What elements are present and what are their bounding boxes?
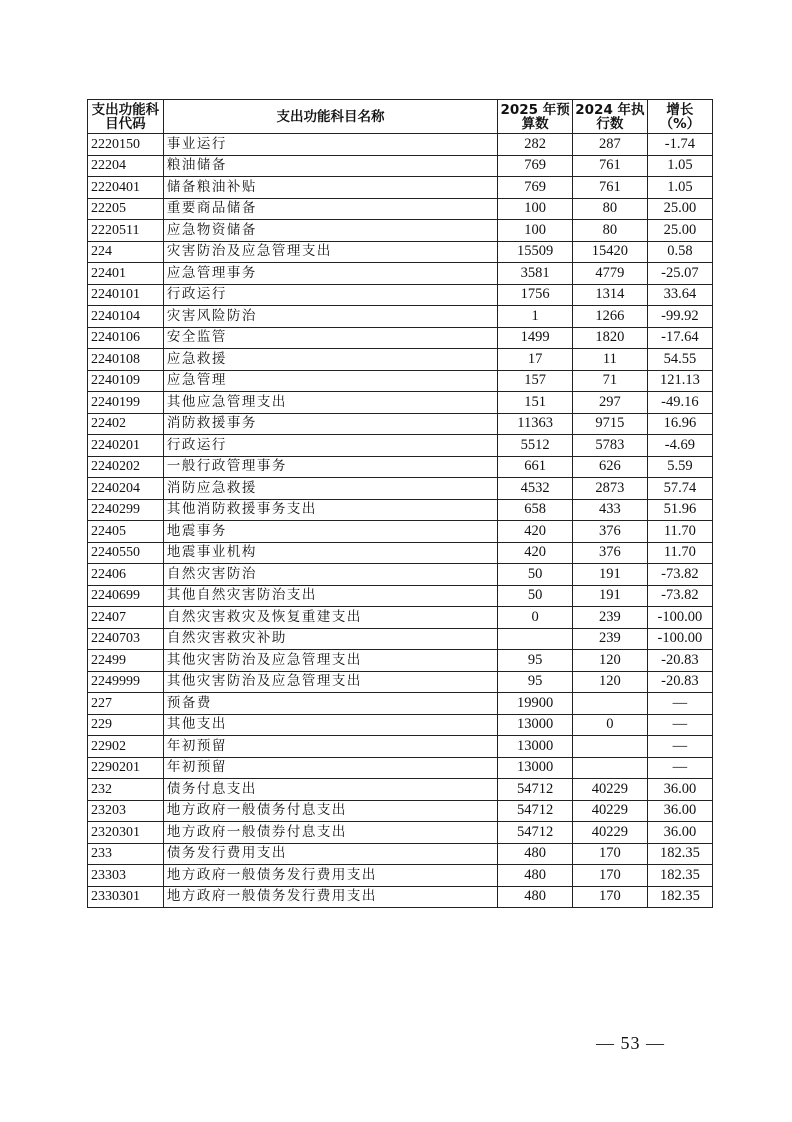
executed-2024-cell: 626 <box>573 456 648 478</box>
code-cell: 2240299 <box>88 499 164 521</box>
growth-cell: 1.05 <box>647 155 712 177</box>
table-row <box>88 650 713 672</box>
growth-cell: 54.55 <box>647 349 712 371</box>
table-header <box>88 100 713 134</box>
name-cell: 灾害防治及应急管理支出 <box>163 241 497 263</box>
header-growth: 增长（%） <box>647 100 712 134</box>
executed-2024-cell: 191 <box>573 564 648 586</box>
growth-cell: 33.64 <box>647 284 712 306</box>
growth-cell: -73.82 <box>647 564 712 586</box>
budget-2025-cell: 1756 <box>498 284 573 306</box>
executed-2024-cell: 2873 <box>573 478 648 500</box>
code-cell: 22407 <box>88 607 164 629</box>
table-row <box>88 714 713 736</box>
budget-2025-cell: 95 <box>498 650 573 672</box>
budget-2025-cell: 157 <box>498 370 573 392</box>
executed-2024-cell: 40229 <box>573 822 648 844</box>
budget-2025-cell: 19900 <box>498 693 573 715</box>
growth-cell: 0.58 <box>647 241 712 263</box>
header-row <box>88 100 713 134</box>
name-cell: 地震事务 <box>163 521 497 543</box>
budget-2025-cell: 151 <box>498 392 573 414</box>
code-cell: 22902 <box>88 736 164 758</box>
growth-cell: — <box>647 693 712 715</box>
code-cell: 2240201 <box>88 435 164 457</box>
budget-2025-cell: 480 <box>498 886 573 908</box>
name-cell: 其他应急管理支出 <box>163 392 497 414</box>
budget-2025-cell: 95 <box>498 671 573 693</box>
code-cell: 23203 <box>88 800 164 822</box>
growth-cell: -1.74 <box>647 134 712 156</box>
table-row <box>88 370 713 392</box>
table-row <box>88 736 713 758</box>
budget-2025-cell: 13000 <box>498 736 573 758</box>
code-cell: 22499 <box>88 650 164 672</box>
growth-cell: -20.83 <box>647 650 712 672</box>
code-cell: 22205 <box>88 198 164 220</box>
budget-2025-cell: 282 <box>498 134 573 156</box>
table-row <box>88 392 713 414</box>
code-cell: 2330301 <box>88 886 164 908</box>
table-row <box>88 585 713 607</box>
budget-2025-cell: 100 <box>498 198 573 220</box>
budget-2025-cell: 50 <box>498 564 573 586</box>
budget-2025-cell: 661 <box>498 456 573 478</box>
budget-2025-cell: 13000 <box>498 757 573 779</box>
growth-cell: — <box>647 736 712 758</box>
growth-cell: -49.16 <box>647 392 712 414</box>
growth-cell: 51.96 <box>647 499 712 521</box>
table-row <box>88 886 713 908</box>
executed-2024-cell: 433 <box>573 499 648 521</box>
name-cell: 自然灾害救灾及恢复重建支出 <box>163 607 497 629</box>
table-row <box>88 284 713 306</box>
growth-cell: 36.00 <box>647 800 712 822</box>
name-cell: 消防应急救援 <box>163 478 497 500</box>
code-cell: 2240109 <box>88 370 164 392</box>
growth-cell: -73.82 <box>647 585 712 607</box>
executed-2024-cell: 15420 <box>573 241 648 263</box>
executed-2024-cell: 0 <box>573 714 648 736</box>
name-cell: 应急管理 <box>163 370 497 392</box>
growth-cell: 36.00 <box>647 779 712 801</box>
name-cell: 地方政府一般债务发行费用支出 <box>163 865 497 887</box>
table-row <box>88 349 713 371</box>
name-cell: 年初预留 <box>163 757 497 779</box>
table-row <box>88 327 713 349</box>
code-cell: 2240108 <box>88 349 164 371</box>
table-row <box>88 521 713 543</box>
executed-2024-cell: 11 <box>573 349 648 371</box>
executed-2024-cell: 239 <box>573 628 648 650</box>
name-cell: 地震事业机构 <box>163 542 497 564</box>
growth-cell: -17.64 <box>647 327 712 349</box>
budget-table <box>87 99 713 908</box>
table-row <box>88 435 713 457</box>
executed-2024-cell: 170 <box>573 865 648 887</box>
growth-cell: 16.96 <box>647 413 712 435</box>
table-row <box>88 198 713 220</box>
code-cell: 229 <box>88 714 164 736</box>
code-cell: 23303 <box>88 865 164 887</box>
budget-2025-cell: 480 <box>498 865 573 887</box>
executed-2024-cell: 40229 <box>573 800 648 822</box>
budget-2025-cell: 54712 <box>498 779 573 801</box>
executed-2024-cell: 287 <box>573 134 648 156</box>
executed-2024-cell: 71 <box>573 370 648 392</box>
budget-2025-cell <box>498 628 573 650</box>
name-cell: 应急救援 <box>163 349 497 371</box>
name-cell: 灾害风险防治 <box>163 306 497 328</box>
name-cell: 地方政府一般债务付息支出 <box>163 800 497 822</box>
code-cell: 232 <box>88 779 164 801</box>
growth-cell: — <box>647 714 712 736</box>
table-row <box>88 865 713 887</box>
table-row <box>88 843 713 865</box>
table-row <box>88 693 713 715</box>
table-row <box>88 155 713 177</box>
growth-cell: -100.00 <box>647 607 712 629</box>
executed-2024-cell: 4779 <box>573 263 648 285</box>
table-row <box>88 822 713 844</box>
budget-2025-cell: 50 <box>498 585 573 607</box>
growth-cell: 5.59 <box>647 456 712 478</box>
growth-cell: 57.74 <box>647 478 712 500</box>
header-name: 支出功能科目名称 <box>163 100 497 134</box>
growth-cell: -99.92 <box>647 306 712 328</box>
budget-2025-cell: 54712 <box>498 822 573 844</box>
executed-2024-cell: 191 <box>573 585 648 607</box>
budget-2025-cell: 0 <box>498 607 573 629</box>
code-cell: 22401 <box>88 263 164 285</box>
budget-2025-cell: 1499 <box>498 327 573 349</box>
name-cell: 预备费 <box>163 693 497 715</box>
name-cell: 应急物资储备 <box>163 220 497 242</box>
executed-2024-cell <box>573 736 648 758</box>
code-cell: 2240202 <box>88 456 164 478</box>
code-cell: 22405 <box>88 521 164 543</box>
table-row <box>88 779 713 801</box>
executed-2024-cell: 1266 <box>573 306 648 328</box>
executed-2024-cell: 40229 <box>573 779 648 801</box>
budget-2025-cell: 15509 <box>498 241 573 263</box>
executed-2024-cell: 120 <box>573 650 648 672</box>
page-number: — 53 — <box>596 1033 665 1053</box>
name-cell: 其他灾害防治及应急管理支出 <box>163 650 497 672</box>
name-cell: 行政运行 <box>163 284 497 306</box>
budget-2025-cell: 11363 <box>498 413 573 435</box>
table-row <box>88 306 713 328</box>
growth-cell: 182.35 <box>647 886 712 908</box>
executed-2024-cell: 297 <box>573 392 648 414</box>
name-cell: 其他消防救援事务支出 <box>163 499 497 521</box>
table-row <box>88 607 713 629</box>
executed-2024-cell: 1314 <box>573 284 648 306</box>
name-cell: 储备粮油补贴 <box>163 177 497 199</box>
name-cell: 重要商品储备 <box>163 198 497 220</box>
executed-2024-cell: 9715 <box>573 413 648 435</box>
executed-2024-cell: 376 <box>573 542 648 564</box>
code-cell: 22204 <box>88 155 164 177</box>
name-cell: 行政运行 <box>163 435 497 457</box>
code-cell: 2240699 <box>88 585 164 607</box>
table-row <box>88 564 713 586</box>
code-cell: 224 <box>88 241 164 263</box>
table-row <box>88 263 713 285</box>
header-code: 支出功能科目代码 <box>88 100 164 134</box>
executed-2024-cell: 761 <box>573 155 648 177</box>
code-cell: 2240204 <box>88 478 164 500</box>
table-row <box>88 134 713 156</box>
name-cell: 安全监管 <box>163 327 497 349</box>
table-row <box>88 800 713 822</box>
growth-cell: 11.70 <box>647 521 712 543</box>
executed-2024-cell: 239 <box>573 607 648 629</box>
growth-cell: 121.13 <box>647 370 712 392</box>
code-cell: 2240199 <box>88 392 164 414</box>
table-row <box>88 542 713 564</box>
table-row <box>88 671 713 693</box>
name-cell: 债务付息支出 <box>163 779 497 801</box>
growth-cell: 25.00 <box>647 198 712 220</box>
name-cell: 事业运行 <box>163 134 497 156</box>
table-row <box>88 220 713 242</box>
name-cell: 应急管理事务 <box>163 263 497 285</box>
code-cell: 2220511 <box>88 220 164 242</box>
growth-cell: -4.69 <box>647 435 712 457</box>
code-cell: 2240106 <box>88 327 164 349</box>
executed-2024-cell <box>573 693 648 715</box>
name-cell: 地方政府一般债务发行费用支出 <box>163 886 497 908</box>
name-cell: 债务发行费用支出 <box>163 843 497 865</box>
name-cell: 其他灾害防治及应急管理支出 <box>163 671 497 693</box>
header-executed-2024: 2024 年执行数 <box>573 100 648 134</box>
code-cell: 2240550 <box>88 542 164 564</box>
header-budget-2025: 2025 年预算数 <box>498 100 573 134</box>
code-cell: 2220401 <box>88 177 164 199</box>
name-cell: 地方政府一般债券付息支出 <box>163 822 497 844</box>
code-cell: 2249999 <box>88 671 164 693</box>
budget-2025-cell: 1 <box>498 306 573 328</box>
code-cell: 2220150 <box>88 134 164 156</box>
code-cell: 22402 <box>88 413 164 435</box>
name-cell: 自然灾害救灾补助 <box>163 628 497 650</box>
name-cell: 其他自然灾害防治支出 <box>163 585 497 607</box>
code-cell: 227 <box>88 693 164 715</box>
budget-2025-cell: 420 <box>498 542 573 564</box>
executed-2024-cell: 5783 <box>573 435 648 457</box>
table-row <box>88 177 713 199</box>
executed-2024-cell: 761 <box>573 177 648 199</box>
executed-2024-cell: 170 <box>573 886 648 908</box>
executed-2024-cell: 80 <box>573 220 648 242</box>
executed-2024-cell: 376 <box>573 521 648 543</box>
budget-2025-cell: 100 <box>498 220 573 242</box>
budget-2025-cell: 54712 <box>498 800 573 822</box>
growth-cell: 36.00 <box>647 822 712 844</box>
budget-2025-cell: 769 <box>498 155 573 177</box>
table-row <box>88 757 713 779</box>
budget-2025-cell: 769 <box>498 177 573 199</box>
code-cell: 233 <box>88 843 164 865</box>
code-cell: 2290201 <box>88 757 164 779</box>
table-row <box>88 628 713 650</box>
executed-2024-cell <box>573 757 648 779</box>
budget-2025-cell: 480 <box>498 843 573 865</box>
growth-cell: 25.00 <box>647 220 712 242</box>
name-cell: 一般行政管理事务 <box>163 456 497 478</box>
growth-cell: -20.83 <box>647 671 712 693</box>
budget-2025-cell: 420 <box>498 521 573 543</box>
code-cell: 2240101 <box>88 284 164 306</box>
code-cell: 22406 <box>88 564 164 586</box>
table-row <box>88 499 713 521</box>
executed-2024-cell: 170 <box>573 843 648 865</box>
table-body <box>88 134 713 908</box>
budget-2025-cell: 5512 <box>498 435 573 457</box>
growth-cell: 11.70 <box>647 542 712 564</box>
budget-2025-cell: 13000 <box>498 714 573 736</box>
executed-2024-cell: 120 <box>573 671 648 693</box>
growth-cell: 182.35 <box>647 865 712 887</box>
growth-cell: 182.35 <box>647 843 712 865</box>
table-row <box>88 456 713 478</box>
executed-2024-cell: 1820 <box>573 327 648 349</box>
code-cell: 2240104 <box>88 306 164 328</box>
table-row <box>88 478 713 500</box>
code-cell: 2240703 <box>88 628 164 650</box>
name-cell: 年初预留 <box>163 736 497 758</box>
budget-2025-cell: 658 <box>498 499 573 521</box>
budget-2025-cell: 17 <box>498 349 573 371</box>
growth-cell: -25.07 <box>647 263 712 285</box>
name-cell: 粮油储备 <box>163 155 497 177</box>
name-cell: 消防救援事务 <box>163 413 497 435</box>
growth-cell: — <box>647 757 712 779</box>
growth-cell: 1.05 <box>647 177 712 199</box>
executed-2024-cell: 80 <box>573 198 648 220</box>
table-row <box>88 241 713 263</box>
budget-2025-cell: 3581 <box>498 263 573 285</box>
table-row <box>88 413 713 435</box>
name-cell: 自然灾害防治 <box>163 564 497 586</box>
growth-cell: -100.00 <box>647 628 712 650</box>
budget-2025-cell: 4532 <box>498 478 573 500</box>
name-cell: 其他支出 <box>163 714 497 736</box>
code-cell: 2320301 <box>88 822 164 844</box>
